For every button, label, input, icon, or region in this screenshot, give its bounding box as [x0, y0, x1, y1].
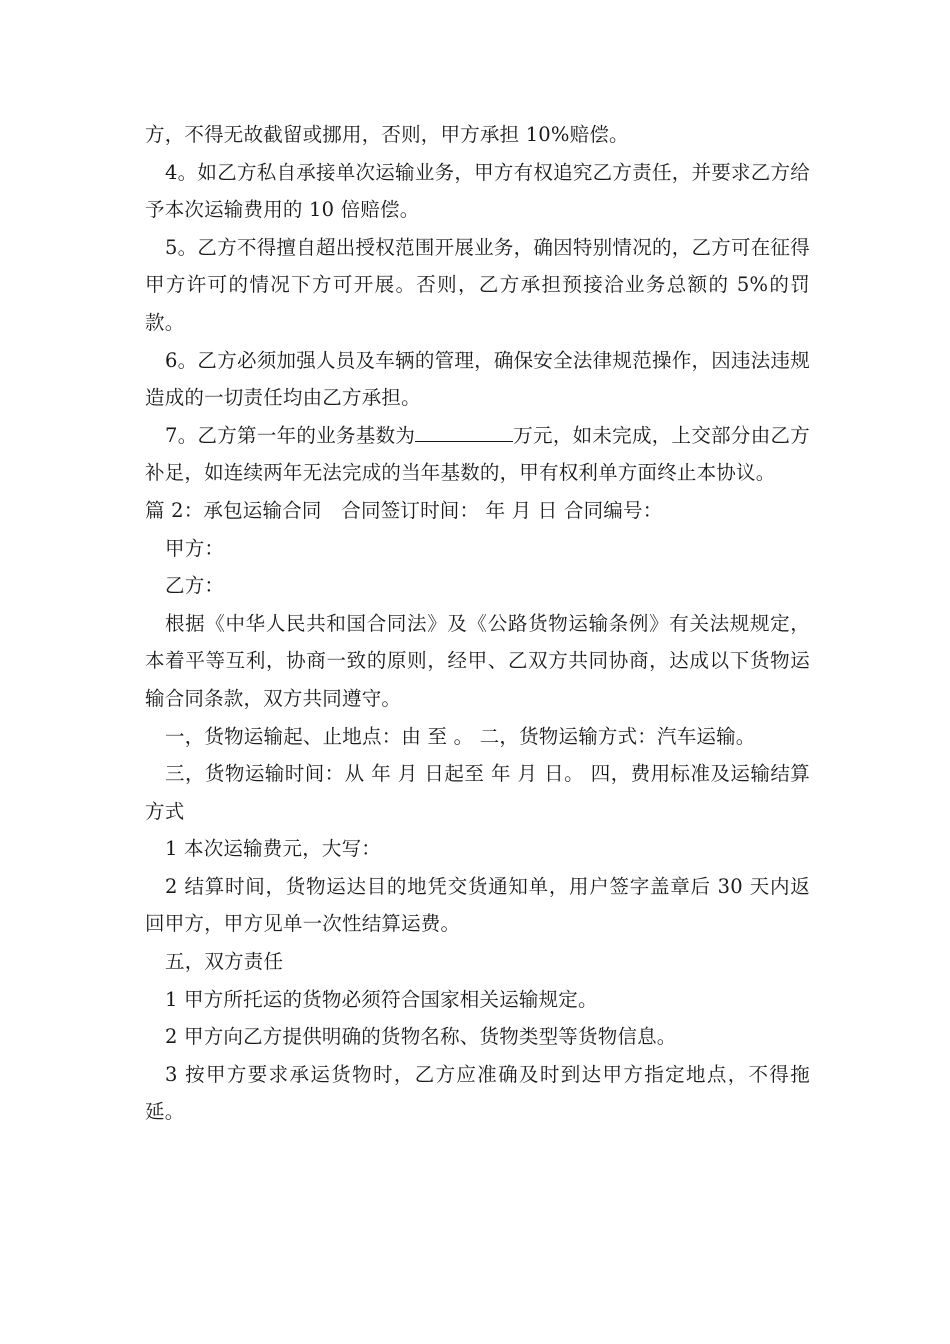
clause-7-text-after: 万元，如未完成，上交部分由乙方补足，如连续两年无法完成的当年基数的，甲有权利单方面终止本协议。 [145, 423, 810, 485]
fill-in-blank [415, 423, 513, 442]
paragraph-clause-4: 4。如乙方私自承接单次运输业务，甲方有权追究乙方责任，并要求乙方给予本次运输费用的 10 倍赔偿。 [145, 160, 810, 222]
party-b-label: 乙方： [165, 574, 225, 598]
paragraph-clause-7 [145, 417, 810, 492]
paragraph-responsibility-3: 3 按甲方要求承运货物时，乙方应准确及时到达甲方指定地点，不得拖延。 [145, 1062, 810, 1124]
paragraph-compensation-clause: 方，不得无故截留或挪用，否则，甲方承担 10%赔偿。 [145, 123, 629, 146]
paragraph-clause-6: 6。乙方必须加强人员及车辆的管理，确保安全法律规范操作，因违法违规造成的一切责任均由乙方承担。 [145, 348, 810, 410]
clause-7-text-before: 7。乙方第一年的业务基数为 [165, 423, 416, 447]
paragraph-responsibility-2: 2 甲方向乙方提供明确的货物名称、货物类型等货物信息。 [165, 1025, 677, 1049]
document-body [145, 116, 810, 1131]
paragraph-section-1-2: 一，货物运输起、止地点：由 至 。 二，货物运输方式：汽车运输。 [165, 724, 756, 748]
paragraph-clause-5: 5。乙方不得擅自超出授权范围开展业务，确因特别情况的，乙方可在征得甲方许可的情况下方可开展。否则，乙方承担预接洽业务总额的 5%的罚款。 [145, 235, 810, 334]
paragraph-fee-item-1: 1 本次运输费元，大写： [165, 837, 382, 861]
paragraph-preamble: 根据《中华人民共和国合同法》及《公路货物运输条例》有关法规规定，本着平等互利，协商一致的原则，经甲、乙双方共同协商，达成以下货物运输合同条款，双方共同遵守。 [145, 611, 810, 710]
section-heading-contract-2: 篇 2：承包运输合同 合同签订时间： 年 月 日 合同编号： [145, 498, 663, 522]
paragraph-responsibility-1: 1 甲方所托运的货物必须符合国家相关运输规定。 [165, 987, 598, 1011]
paragraph-section-3-4: 三，货物运输时间：从 年 月 日起至 年 月 日。 四，费用标准及运输结算方式 [145, 762, 810, 823]
party-a-label: 甲方： [165, 536, 225, 560]
paragraph-fee-item-2: 2 结算时间，货物运达目的地凭交货通知单，用户签字盖章后 30 天内返回甲方，甲方见单一次性结算运费。 [145, 874, 810, 936]
section-heading-responsibilities: 五，双方责任 [165, 950, 284, 974]
